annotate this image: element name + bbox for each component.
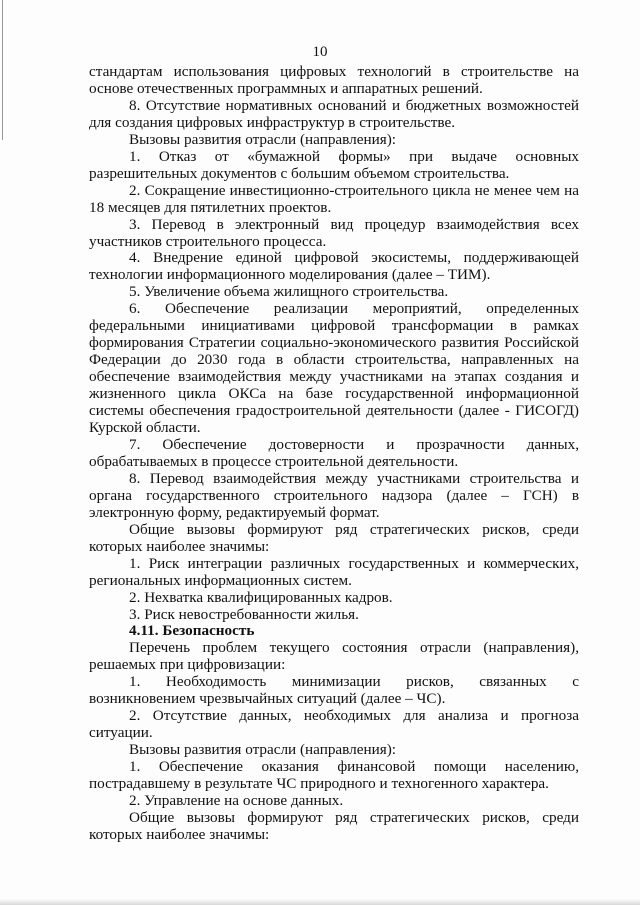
paragraph: Общие вызовы формируют ряд стратегических рисков, среди которых наиболее значимы: bbox=[89, 808, 579, 843]
paragraph: 1. Необходимость минимизации рисков, связанных с возникновением чрезвычайных ситуаций (далее – ЧС). bbox=[89, 673, 579, 708]
paragraph: 8. Отсутствие нормативных оснований и бюджетных возможностей для создания цифровых инфраструктур в строительстве. bbox=[89, 96, 579, 131]
paragraph: 3. Перевод в электронный вид процедур взаимодействия всех участников строительного процесса. bbox=[89, 215, 579, 250]
paragraph: 2. Управление на основе данных. bbox=[129, 791, 344, 809]
paragraph: стандартам использования цифровых технологий в строительстве на основе отечественных программных и аппаратных решений. bbox=[89, 63, 579, 97]
paragraph: 3. Риск невостребованности жилья. bbox=[129, 605, 359, 623]
paragraph: 6. Обеспечение реализации мероприятий, определенных федеральными инициативами цифровой трансформации в рамках формирования Стратегии социально-экономического развития Российской Федерации до 2030 года в области строительства, направленных на обеспечение взаимодействия между участниками на этапах создания и жизненного цикла ОКСа на базе государственной информационной системы обеспечения градостроительной деятельности (далее - ГИСОГД) Курской области. bbox=[89, 300, 579, 437]
paragraph: 4. Внедрение единой цифровой экосистемы, поддерживающей технологии информационного моделирования (далее – ТИМ). bbox=[89, 249, 579, 284]
paragraph: Перечень проблем текущего состояния отрасли (направления), решаемых при цифровизации: bbox=[89, 639, 579, 674]
paragraph: Вызовы развития отрасли (направления): bbox=[129, 130, 396, 148]
page-number: 10 bbox=[312, 44, 328, 60]
document-body bbox=[89, 64, 579, 844]
paragraph: 1. Отказ от «бумажной формы» при выдаче основных разрешительных документов с большим объемом строительства. bbox=[89, 147, 579, 182]
paragraph: 5. Увеличение объема жилищного строительства. bbox=[129, 283, 449, 301]
paragraph: 7. Обеспечение достоверности и прозрачности данных, обрабатываемых в процессе строительной деятельности. bbox=[89, 435, 579, 470]
paragraph: Вызовы развития отрасли (направления): bbox=[129, 741, 396, 759]
paragraph: 2. Отсутствие данных, необходимых для анализа и прогноза ситуации. bbox=[89, 707, 579, 742]
paragraph: 8. Перевод взаимодействия между участниками строительства и органа государственного строительного надзора (далее – ГСН) в электронную форму, редактируемый формат. bbox=[89, 469, 579, 521]
section-heading: 4.11. Безопасность bbox=[129, 622, 255, 640]
paragraph: Общие вызовы формируют ряд стратегических рисков, среди которых наиболее значимы: bbox=[89, 520, 579, 555]
paragraph: 2. Сокращение инвестиционно-строительного цикла не менее чем на 18 месяцев для пятилетних проектов. bbox=[89, 181, 579, 216]
scan-bottom-edge bbox=[0, 899, 640, 905]
scan-edge-mark bbox=[2, 0, 3, 140]
paragraph: 1. Обеспечение оказания финансовой помощи населению, пострадавшему в результате ЧС природного и техногенного характера. bbox=[89, 758, 579, 793]
paragraph: 1. Риск интеграции различных государственных и коммерческих, региональных информационных систем. bbox=[89, 554, 579, 589]
paragraph: 2. Нехватка квалифицированных кадров. bbox=[129, 588, 393, 606]
